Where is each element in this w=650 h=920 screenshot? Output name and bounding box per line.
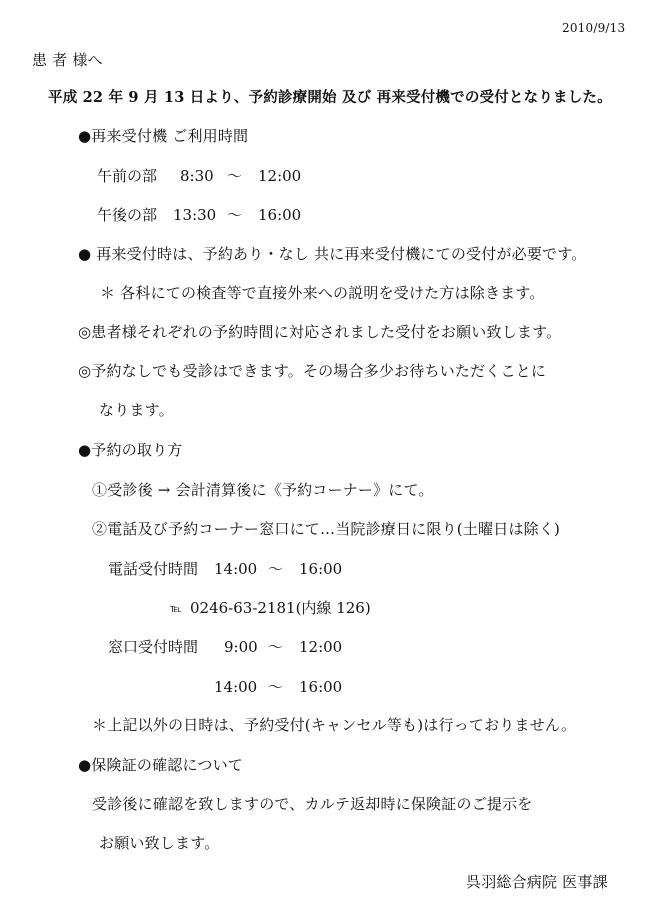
booking-method-2: ②電話及び予約コーナー窓口にて…当院診療日に限り(土曜日は除く) [92,520,561,538]
window-slot2-start: 14:00 [214,678,258,696]
morning-start: 8:30 [180,167,214,185]
exception-note: ＊ 各科にての検査等で直接外来への説明を受けた方は除きます。 [100,284,545,302]
morning-end: 12:00 [258,167,302,185]
phone-hours-end: 16:00 [299,560,343,578]
telephone-icon: ℡ [170,602,182,615]
phone-hours-label: 電話受付時間 [108,560,199,578]
afternoon-separator: 〜 [227,206,243,224]
window-slot2-end: 16:00 [299,678,343,696]
morning-separator: 〜 [227,167,243,185]
phone-number: 0246-63-2181(内線 126) [190,599,371,617]
document-date: 2010/9/13 [562,21,626,35]
window-hours-label: 窓口受付時間 [108,638,199,656]
revisit-note: ● 再来受付時は、予約あり・なし 共に再来受付機にての受付が必要です。 [78,245,587,263]
signature: 呉羽総合病院 医事課 [466,873,608,891]
phone-hours-separator: 〜 [268,560,284,578]
insurance-note-line2: お願い致します。 [99,834,220,852]
no-appointment-note-line1: ◎予約なしでも受診はできます。その場合多少お待ちいただくことに [78,362,547,380]
reception-machine-heading: ●再来受付機 ご利用時間 [78,127,249,145]
window-slot2-separator: 〜 [268,678,284,696]
booking-method-1: ①受診後 → 会計清算後に《予約コーナー》にて。 [92,481,434,499]
salutation: 患 者 様へ [32,51,103,69]
afternoon-label: 午後の部 [97,206,158,224]
booking-footnote: ＊上記以外の日時は、予約受付(キャンセル等も)は行っておりません。 [92,716,577,734]
morning-label: 午前の部 [97,167,158,185]
how-to-book-heading: ●予約の取り方 [78,441,183,459]
headline: 平成 22 年 9 月 13 日より、予約診療開始 及び 再来受付機での受付となりました。 [48,89,612,106]
window-slot1-separator: 〜 [268,638,284,656]
afternoon-end: 16:00 [258,206,302,224]
insurance-note-line1: 受診後に確認を致しますので、カルテ返却時に保険証のご提示を [92,795,533,813]
window-slot1-end: 12:00 [299,638,343,656]
insurance-heading: ●保険証の確認について [78,756,243,774]
appointment-time-note: ◎患者様それぞれの予約時間に対応されました受付をお願い致します。 [78,323,562,341]
window-slot1-start: 9:00 [224,638,258,656]
phone-hours-start: 14:00 [214,560,258,578]
no-appointment-note-line2: なります。 [99,401,174,419]
afternoon-start: 13:30 [173,206,217,224]
